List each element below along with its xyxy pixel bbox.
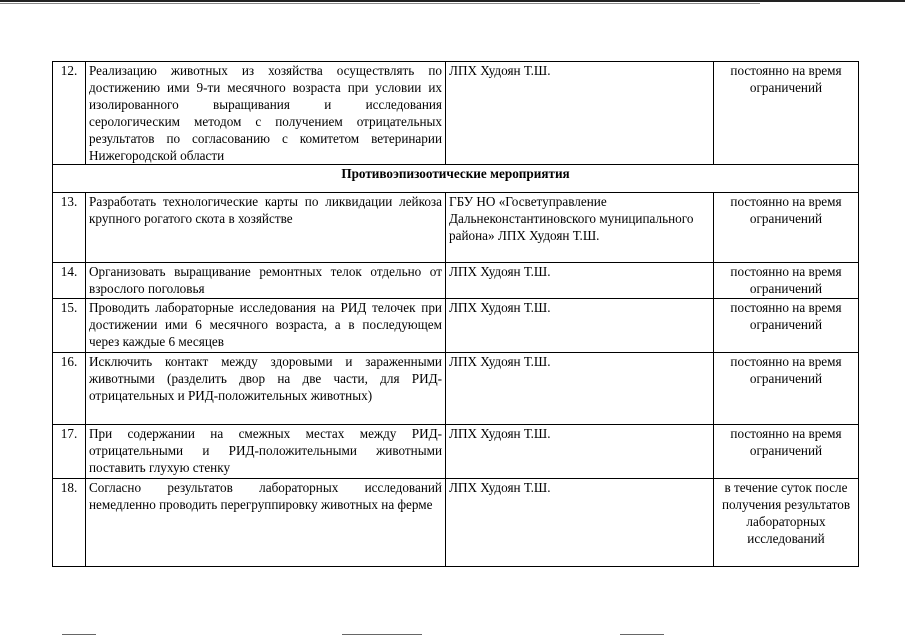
measure-text: Реализацию животных из хозяйства осуществлять по достижению ими 9-ти месячного возраста при условии их изолированного выращивания и исследования серологическим методом с получением отрицательных результатов по согласованию с комитетом ветеринарии Нижегородской области: [86, 62, 446, 165]
responsible-party: ЛПХ Худоян Т.Ш.: [446, 299, 714, 353]
responsible-party: ЛПХ Худоян Т.Ш.: [446, 353, 714, 425]
responsible-party: ЛПХ Худоян Т.Ш.: [446, 263, 714, 299]
term-text: постоянно на время ограничений: [714, 425, 859, 479]
row-number: 12.: [53, 62, 86, 165]
table-row: [53, 193, 859, 263]
term-text: постоянно на время ограничений: [714, 299, 859, 353]
top-border-line: [0, 0, 905, 2]
responsible-party: ГБУ НО «Госветуправление Дальнеконстантиновского муниципального района» ЛПХ Худоян Т.Ш.: [446, 193, 714, 263]
table-row: [53, 62, 859, 165]
section-title: Противоэпизоотические мероприятия: [53, 165, 859, 193]
row-number: 15.: [53, 299, 86, 353]
top-border-line-secondary: [0, 3, 760, 4]
measure-text: Разработать технологические карты по ликвидации лейкоза крупного рогатого скота в хозяйстве: [86, 193, 446, 263]
term-text: постоянно на время ограничений: [714, 263, 859, 299]
term-text: в течение суток после получения результатов лабораторных исследований: [714, 479, 859, 567]
table-row: [53, 479, 859, 567]
responsible-party: ЛПХ Худоян Т.Ш.: [446, 479, 714, 567]
term-text: постоянно на время ограничений: [714, 193, 859, 263]
measure-text: Организовать выращивание ремонтных телок отдельно от взрослого поголовья: [86, 263, 446, 299]
measure-text: Согласно результатов лабораторных исследований немедленно проводить перегруппировку животных на ферме: [86, 479, 446, 567]
row-number: 14.: [53, 263, 86, 299]
term-text: постоянно на время ограничений: [714, 62, 859, 165]
responsible-party: ЛПХ Худоян Т.Ш.: [446, 62, 714, 165]
row-number: 16.: [53, 353, 86, 425]
measure-text: При содержании на смежных местах между РИД-отрицательными и РИД-положительными животными поставить глухую стенку: [86, 425, 446, 479]
measure-text: Проводить лабораторные исследования на РИД телочек при достижении ими 6 месячного возраста, а в последующем через каждые 6 месяцев: [86, 299, 446, 353]
row-number: 13.: [53, 193, 86, 263]
measures-table: [52, 61, 859, 567]
table-row: [53, 263, 859, 299]
table-row: [53, 425, 859, 479]
footer-line: [620, 634, 664, 635]
table-row: [53, 353, 859, 425]
footer-line: [62, 634, 96, 635]
table-row: [53, 299, 859, 353]
footer-line: [342, 634, 422, 635]
term-text: постоянно на время ограничений: [714, 353, 859, 425]
measure-text: Исключить контакт между здоровыми и зараженными животными (разделить двор на две части, для РИД-отрицательных и РИД-положительных животных): [86, 353, 446, 425]
row-number: 18.: [53, 479, 86, 567]
responsible-party: ЛПХ Худоян Т.Ш.: [446, 425, 714, 479]
row-number: 17.: [53, 425, 86, 479]
section-header-row: [53, 165, 859, 193]
